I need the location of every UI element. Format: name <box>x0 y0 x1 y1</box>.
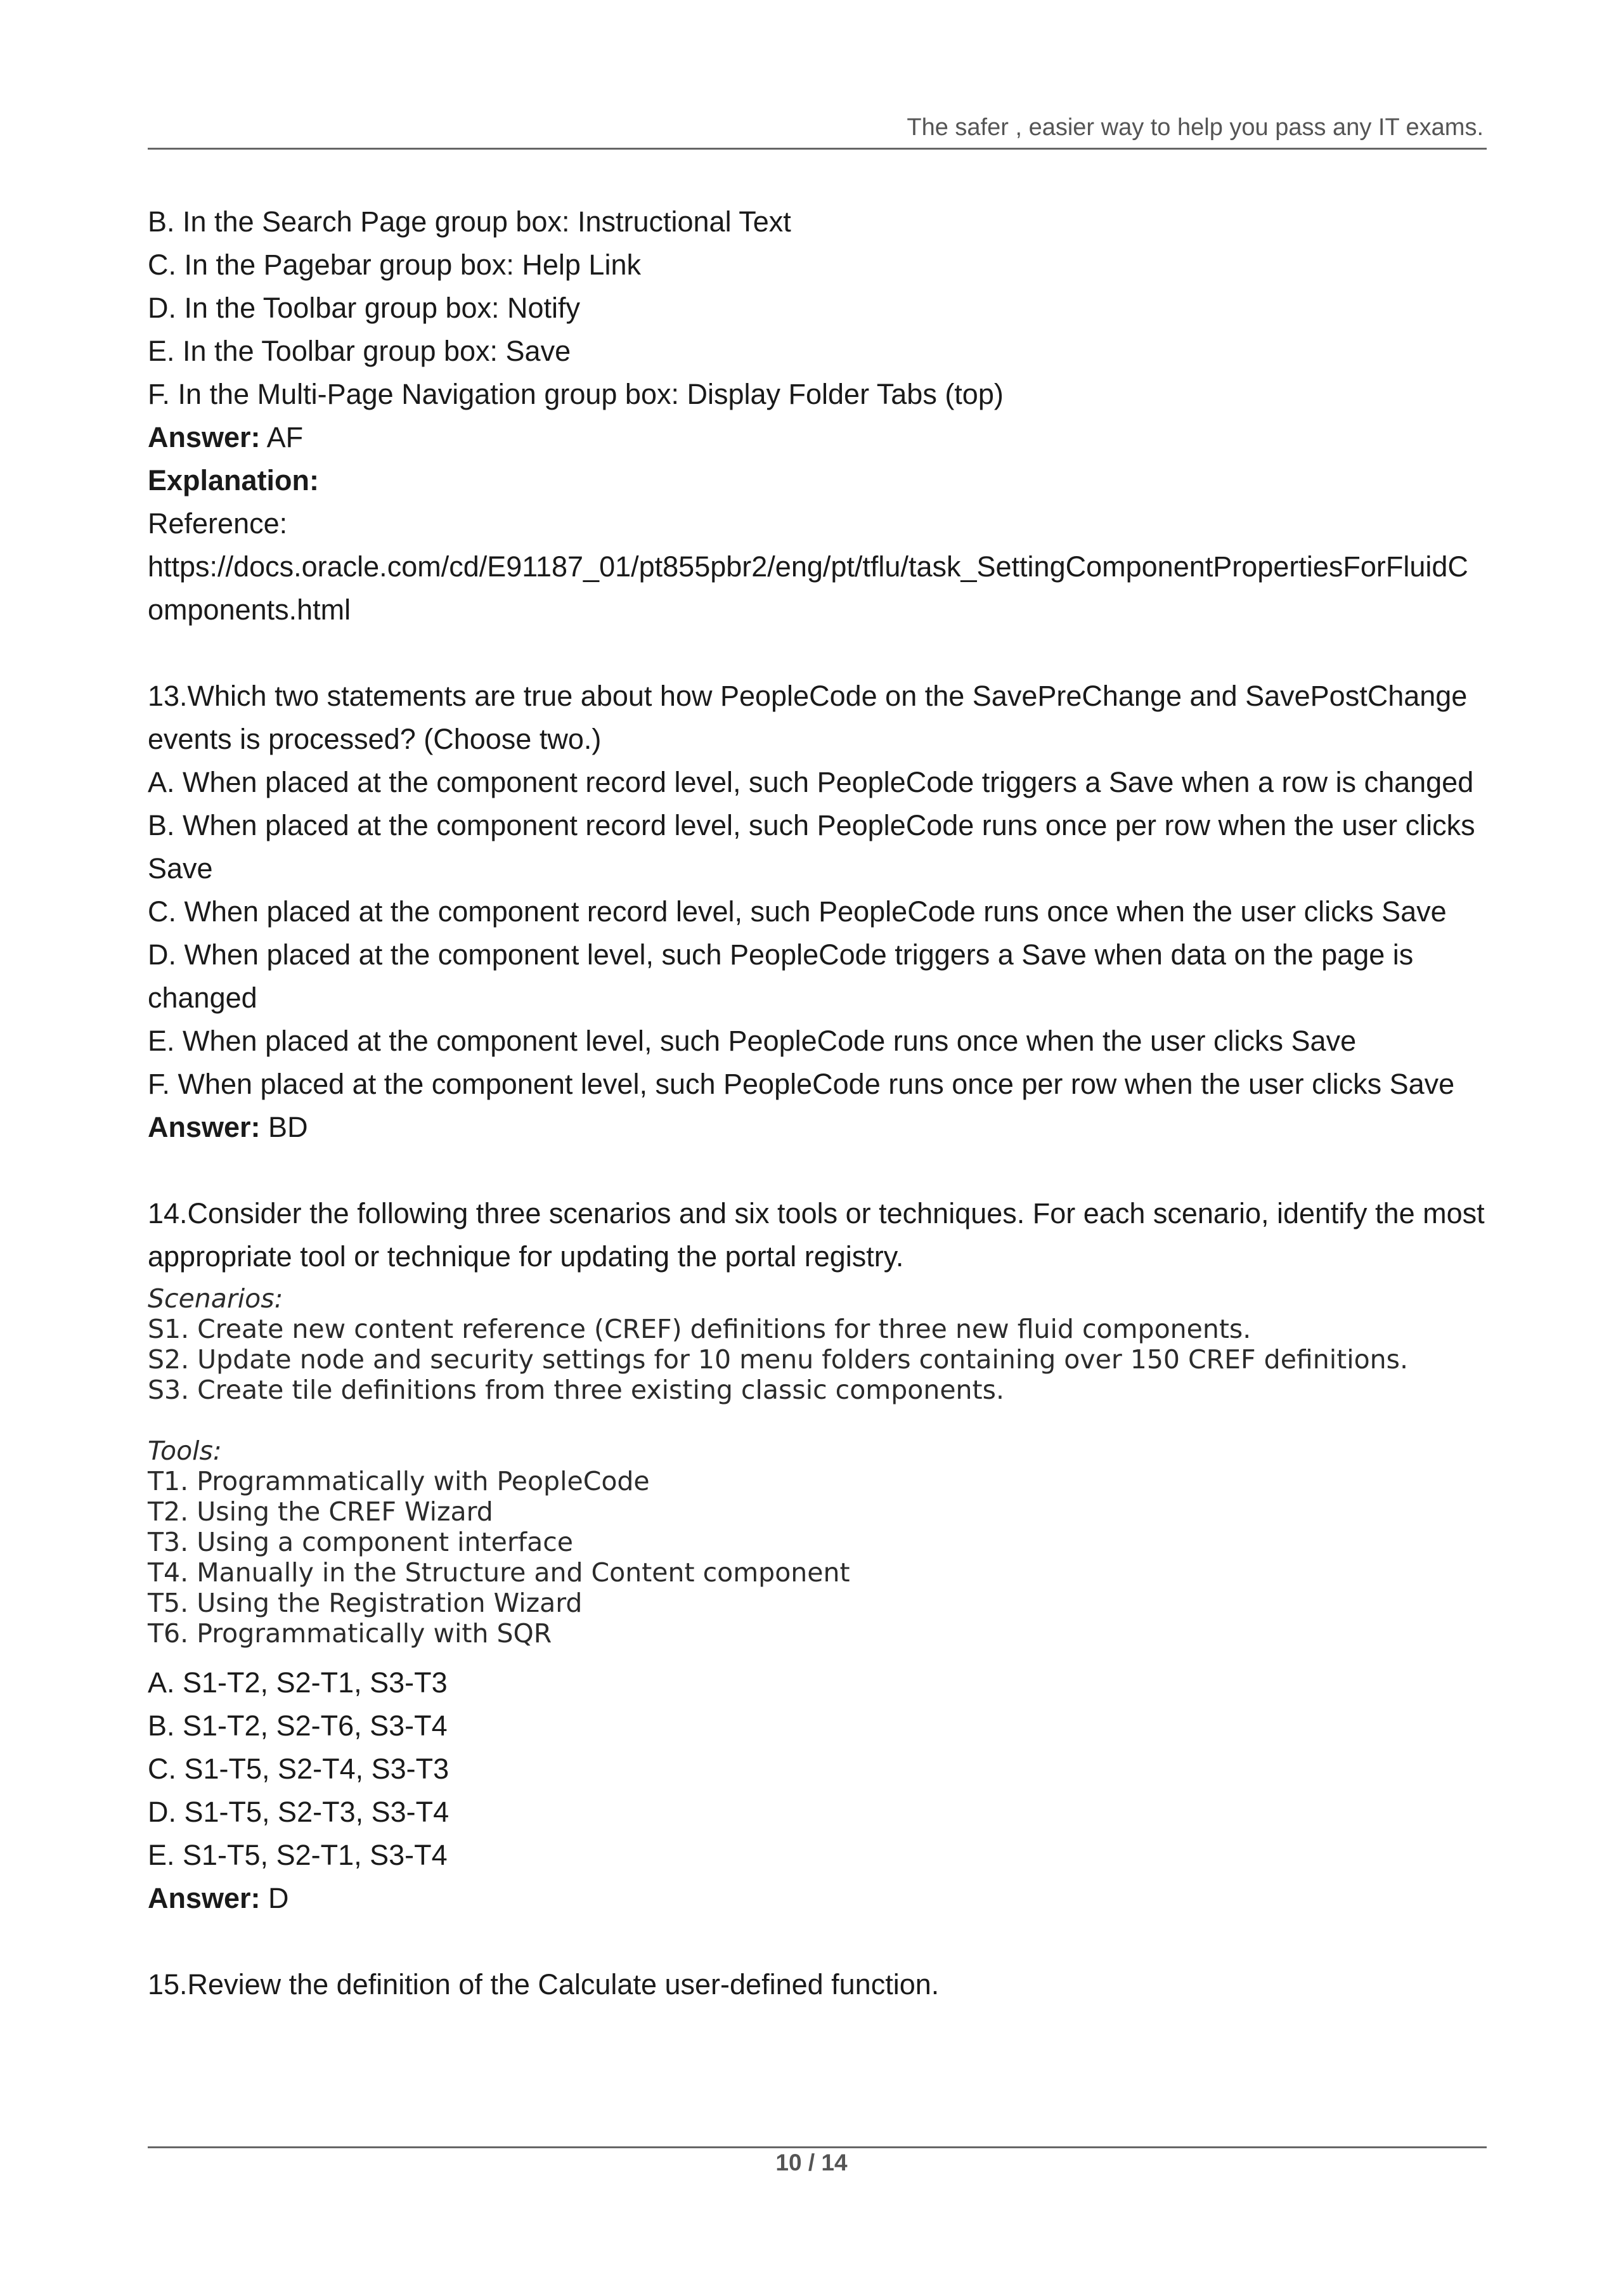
q13-option-a: A. When placed at the component record level, such PeopleCode triggers a Save when a row is changed <box>148 766 1474 798</box>
q14-option-c: C. S1-T5, S2-T4, S3-T3 <box>148 1753 449 1785</box>
tool-t3: T3. Using a component interface <box>148 1527 573 1557</box>
tool-t1: T1. Programmatically with PeopleCode <box>148 1466 650 1496</box>
q13-option-b: B. When placed at the component record level, such PeopleCode runs once per row when the user clicks Save <box>148 809 1475 885</box>
q12-option-b: B. In the Search Page group box: Instructional Text <box>148 205 791 238</box>
scenario-s3: S3. Create tile definitions from three existing classic components. <box>148 1375 1004 1405</box>
tool-t5: T5. Using the Registration Wizard <box>148 1588 583 1618</box>
q13-question: 13.Which two statements are true about how PeopleCode on the SavePreChange and SavePostChange events is processed? (Choose two.) <box>148 680 1468 755</box>
scenario-s2: S2. Update node and security settings for 10 menu folders containing over 150 CREF definitions. <box>148 1344 1409 1375</box>
q12-reference-label: Reference: <box>148 507 288 540</box>
q12-option-c: C. In the Pagebar group box: Help Link <box>148 249 641 281</box>
footer-divider <box>148 2146 1487 2148</box>
q12-option-d: D. In the Toolbar group box: Notify <box>148 292 581 324</box>
q13-answer <box>148 1106 1487 1149</box>
tools-heading: Tools: <box>148 1436 222 1466</box>
q12-reference-url: https://docs.oracle.com/cd/E91187_01/pt855pbr2/eng/pt/tflu/task_SettingComponentPropertiesForFluidC <box>148 550 1468 583</box>
answer-value: AF <box>260 421 304 453</box>
q13-option-e: E. When placed at the component level, such PeopleCode runs once when the user clicks Save <box>148 1025 1357 1057</box>
answer-value: BD <box>260 1111 308 1143</box>
q14-question: 14.Consider the following three scenarios and six tools or techniques. For each scenario, identify the most appropriate tool or technique for updating the portal registry. <box>148 1197 1485 1273</box>
q13-option-d: D. When placed at the component level, such PeopleCode triggers a Save when data on the page is changed <box>148 938 1414 1014</box>
answer-value: D <box>260 1882 289 1914</box>
q12-explanation-label: Explanation: <box>148 464 320 496</box>
q12-answer <box>148 416 1487 459</box>
answer-label: Answer: <box>148 421 261 453</box>
tool-t4: T4. Manually in the Structure and Content component <box>148 1557 850 1588</box>
page-number: 10 / 14 <box>775 2150 848 2176</box>
scenario-s1: S1. Create new content reference (CREF) definitions for three new fluid components. <box>148 1314 1251 1344</box>
q13-option-f: F. When placed at the component level, such PeopleCode runs once per row when the user clicks Save <box>148 1068 1455 1100</box>
q15-question: 15.Review the definition of the Calculate user-defined function. <box>148 1968 940 2001</box>
q12-option-f: F. In the Multi-Page Navigation group box: Display Folder Tabs (top) <box>148 378 1004 410</box>
q14-answer <box>148 1877 1487 1920</box>
q14-option-b: B. S1-T2, S2-T6, S3-T4 <box>148 1709 448 1742</box>
page-content <box>148 200 1487 2006</box>
tool-t6: T6. Programmatically with SQR <box>148 1618 552 1649</box>
answer-label: Answer: <box>148 1111 261 1143</box>
tool-t2: T2. Using the CREF Wizard <box>148 1496 493 1527</box>
header-tagline: The safer , easier way to help you pass any IT exams. <box>907 114 1484 141</box>
q14-option-e: E. S1-T5, S2-T1, S3-T4 <box>148 1839 448 1871</box>
scenarios-heading: Scenarios: <box>148 1283 283 1314</box>
q14-option-d: D. S1-T5, S2-T3, S3-T4 <box>148 1796 449 1828</box>
q12-reference-url-cont: omponents.html <box>148 593 351 626</box>
q14-exhibit <box>148 1283 1487 1649</box>
answer-label: Answer: <box>148 1882 261 1914</box>
q13-option-c: C. When placed at the component record level, such PeopleCode runs once when the user clicks Save <box>148 895 1447 928</box>
q12-option-e: E. In the Toolbar group box: Save <box>148 335 571 367</box>
header-divider <box>148 148 1487 150</box>
q14-option-a: A. S1-T2, S2-T1, S3-T3 <box>148 1666 448 1699</box>
